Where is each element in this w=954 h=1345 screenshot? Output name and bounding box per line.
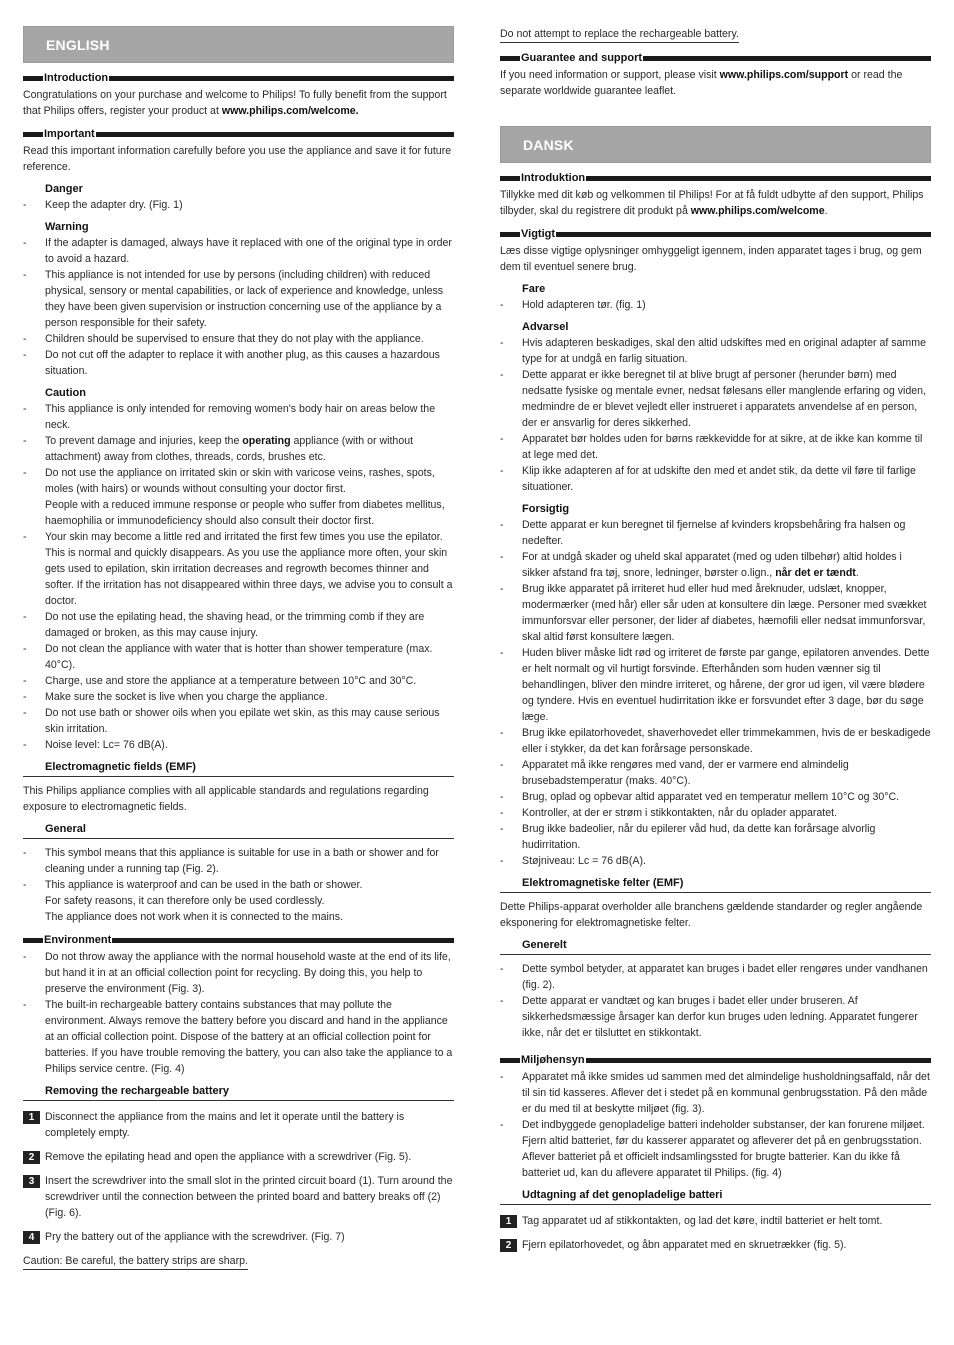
generelt-item: - Dette apparat er vandtæt og kan bruges i badet eller under bruseren. Af sikkerhedsmæssige årsager kan derfor kun bruges uden ledning. Apparatet fungerer ikke, når det er tilsluttet en stikkontakt. [500, 993, 931, 1041]
caution-item: - Do not clean the appliance with water that is hotter than shower temperature (max. 40°C). [23, 641, 454, 673]
general-item-continued: For safety reasons, it can therefore only be used cordlessly. [45, 895, 325, 907]
caution-item: - This appliance is only intended for removing women's body hair on areas below the neck. [23, 401, 454, 433]
caution-item: - Do not use the epilating head, the shaving head, or the trimming comb if they are damaged or broken, as this may cause injury. [23, 609, 454, 641]
emf-heading-dansk: Elektromagnetiske felter (EMF) [500, 875, 931, 893]
step-number: 1 [23, 1111, 40, 1124]
section-header-vigtigt: Vigtigt [500, 227, 931, 241]
forsigtig-item: - Brug ikke badeolier, når du epilerer våd hud, da dette kan forårsage alvorlig hudirritation. [500, 821, 931, 853]
step-item-dansk: 2 Fjern epilatorhovedet, og åbn apparatet med en skruetrækker (fig. 5). [500, 1237, 931, 1253]
english-column [23, 26, 454, 1270]
section-header-environment: Environment [23, 933, 454, 947]
step-number: 4 [23, 1231, 40, 1244]
caution-item: - Your skin may become a little red and irritated the first few times you use the epilator. This is normal and quickly disappears. As you use the appliance more often, your skin gets used to epilation, skin irritation decreases and regrowth becomes thinner and softer. If the irritation has not disappeared within three days, we advise you to consult a doctor. [23, 529, 454, 609]
environment-item: - Do not throw away the appliance with the normal household waste at the end of its life, but hand it in at an official collection point for recycling. By doing this, you help to preserve the environment (Fig. 3). [23, 949, 454, 997]
emf-text: This Philips appliance complies with all applicable standards and regulations regarding exposure to electromagnetic fields. [23, 785, 429, 813]
right-column [500, 26, 931, 1253]
general-item-continued: The appliance does not work when it is connected to the mains. [45, 911, 343, 923]
miljo-item: - Det indbyggede genopladelige batteri indeholder substanser, der kan forurene miljøet. Fjern altid batteriet, før du kasserer apparatet og afleverer det på en genbrugsstation. Aflever batteriet på et officielt indsamlingssted for brugte batterier. Kan du ikke få batteriet ud, kan du aflevere apparatet til Philips. (fig. 4) [500, 1117, 931, 1181]
forsigtig-item: - Kontroller, at der er strøm i stikkontakten, når du oplader apparatet. [500, 805, 931, 821]
miljo-item: - Apparatet må ikke smides ud sammen med det almindelige husholdningsaffald, når det til sin tid kasseres. Aflever det i stedet på en kommunal genbrugsstation. På den måde er du med til at beskytte miljøet (fig. 3). [500, 1069, 931, 1117]
forsigtig-item: - Apparatet må ikke rengøres med vand, der er varmere end almindelig brusebadstemperatur (maks. 40°C). [500, 757, 931, 789]
emf-text-dansk: Dette Philips-apparat overholder alle branchens gældende standarder og regler angående eksponering for elektromagnetiske felter. [500, 901, 923, 929]
step-item: 1 Disconnect the appliance from the mains and let it operate until the battery is completely empty. [23, 1109, 454, 1141]
caution-item: - Do not use bath or shower oils when you epilate wet skin, as this may cause serious skin irritation. [23, 705, 454, 737]
generelt-heading: Generelt [500, 937, 931, 955]
advarsel-heading: Advarsel [522, 321, 569, 333]
caution-item: - Noise level: Lc= 76 dB(A). [23, 737, 454, 753]
important-text: Read this important information carefully before you use the appliance and save it for future reference. [23, 145, 452, 173]
step-item: 3 Insert the screwdriver into the small slot in the printed circuit board (1). Turn around the screwdriver until the connection between the printed board and battery breaks off (2) (Fig. 6). [23, 1173, 454, 1221]
advarsel-item: - Dette apparat er ikke beregnet til at blive brugt af personer (herunder børn) med nedsatte fysiske og mentale evner, nedsat følesans eller manglende erfaring og viden, medmindre de er blevet vejledt eller instrueret i apparatets anvendelse af en person, der er ansvarlig for deres sikkerhed. [500, 367, 931, 431]
caution-heading: Caution [45, 387, 86, 399]
step-number: 2 [23, 1151, 40, 1164]
caution-item: - Do not use the appliance on irritated skin or skin with varicose veins, rashes, spots, moles (with hairs) or wounds without consulting your doctor first. [23, 465, 454, 497]
fare-item: - Hold adapteren tør. (fig. 1) [500, 297, 931, 313]
support-link[interactable]: www.philips.com/support [719, 69, 849, 81]
forsigtig-item: - Brug, oplad og opbevar altid apparatet ved en temperatur mellem 10°C og 30°C. [500, 789, 931, 805]
danger-item: - Keep the adapter dry. (Fig. 1) [23, 197, 454, 213]
forsigtig-item: - Huden bliver måske lidt rød og irriteret de første par gange, epilatoren anvendes. Dette er helt normalt og vil hurtigt forsvinde. Efterhånden som huden vænner sig til behandlingen, bliver den mindre irriteret, og hårene, der gror ud igen, vil være blødere og tyndere. Hvis en eventuel hudirritation ikke er forsvundet efter 3 dage, bør du søge læge. [500, 645, 931, 725]
emf-heading: Electromagnetic fields (EMF) [23, 759, 454, 777]
forsigtig-item: - Støjniveau: Lc = 76 dB(A). [500, 853, 931, 869]
step-item: 2 Remove the epilating head and open the appliance with a screwdriver (Fig. 5). [23, 1149, 454, 1165]
section-header-introduction: Introduction [23, 71, 454, 85]
forsigtig-heading: Forsigtig [522, 503, 570, 515]
caution-item: - Make sure the socket is live when you charge the appliance. [23, 689, 454, 705]
caution-item: - To prevent damage and injuries, keep the operating appliance (with or without attachment) away from clothes, threads, cords, brushes etc. [23, 433, 454, 465]
forsigtig-item: - Brug ikke epilatorhovedet, shaverhovedet eller trimmekammen, hvis de er beskadigede eller i stykker, da det kan forårsage personskade. [500, 725, 931, 757]
forsigtig-item: - Dette apparat er kun beregnet til fjernelse af kvinders kropsbehåring fra halsen og nedefter. [500, 517, 931, 549]
removing-battery-heading: Removing the rechargeable battery [23, 1083, 454, 1101]
step-number: 3 [23, 1175, 40, 1188]
caution-item: - Charge, use and store the appliance at a temperature between 10°C and 30°C. [23, 673, 454, 689]
step-item-dansk: 1 Tag apparatet ud af stikkontakten, og lad det køre, indtil batteriet er helt tomt. [500, 1213, 931, 1229]
advarsel-item: - Klip ikke adapteren af for at udskifte den med et andet stik, da dette vil føre til farlige situationer. [500, 463, 931, 495]
forsigtig-item: - For at undgå skader og uheld skal apparatet (med og uden tilbehør) altid holdes i sikker afstand fra tøj, snore, ledninger, børster o.lign., når det er tændt. [500, 549, 931, 581]
guarantee-text: If you need information or support, please visit www.philips.com/support or read the separate worldwide guarantee leaflet. [500, 69, 903, 97]
advarsel-item: - Hvis adapteren beskadiges, skal den altid udskiftes med en original adapter af samme type for at undgå en farlig situation. [500, 335, 931, 367]
language-header-english: ENGLISH [23, 26, 454, 63]
warning-item: - Children should be supervised to ensure that they do not play with the appliance. [23, 331, 454, 347]
generelt-item: - Dette symbol betyder, at apparatet kan bruges i badet eller rengøres under vandhanen (fig. 2). [500, 961, 931, 993]
warning-item: - If the adapter is damaged, always have it replaced with one of the original type in order to avoid a hazard. [23, 235, 454, 267]
step-number: 1 [500, 1215, 517, 1228]
battery-note: Do not attempt to replace the rechargeable battery. [500, 27, 739, 43]
general-item: - This appliance is waterproof and can be used in the bath or shower. [23, 877, 454, 893]
introduktion-text: Tillykke med dit køb og velkommen til Philips! For at få fuldt udbytte af den support, Philips tilbyder, skal du registrere dit produkt på www.philips.com/welcome. [500, 189, 924, 217]
welcome-link-dansk[interactable]: www.philips.com/welcome [690, 205, 825, 217]
section-header-guarantee: Guarantee and support [500, 51, 931, 65]
warning-heading: Warning [45, 221, 89, 233]
warning-item: - Do not cut off the adapter to replace it with another plug, as this causes a hazardous situation. [23, 347, 454, 379]
forsigtig-item: - Brug ikke apparatet på irriteret hud eller hud med åreknuder, udslæt, knopper, modermærker (med hår) eller sår uden at konsultere din læge. Personer med svækket immunforsvar eller personer, der lider af diabetes, hæmofili eller nedsat immunforsvar, skal altid først konsultere lægen. [500, 581, 931, 645]
step-item: 4 Pry the battery out of the appliance with the screwdriver. (Fig. 7) [23, 1229, 454, 1245]
section-header-introduktion: Introduktion [500, 171, 931, 185]
danger-heading: Danger [45, 183, 83, 195]
fare-heading: Fare [522, 283, 546, 295]
section-header-miljo: Miljøhensyn [500, 1053, 931, 1067]
warning-item: - This appliance is not intended for use by persons (including children) with reduced physical, sensory or mental capabilities, or lack of experience and knowledge, unless they have been given supervision or instruction concerning use of the appliance by a person responsible for their safety. [23, 267, 454, 331]
language-header-dansk: DANSK [500, 126, 931, 163]
caution-note: Caution: Be careful, the battery strips are sharp. [23, 1254, 248, 1270]
caution-item-continued: People with a reduced immune response or people who suffer from diabetes mellitus, haemophilia or immunodeficiency should also consult their doctor first. [45, 499, 445, 527]
udtagning-heading: Udtagning af det genopladelige batteri [500, 1187, 931, 1205]
advarsel-item: - Apparatet bør holdes uden for børns rækkevidde for at sikre, at de ikke kan komme til at lege med det. [500, 431, 931, 463]
general-heading: General [23, 821, 454, 839]
section-header-important: Important [23, 127, 454, 141]
welcome-link[interactable]: www.philips.com/welcome. [221, 105, 359, 117]
general-item: - This symbol means that this appliance is suitable for use in a bath or shower and for cleaning under a running tap (Fig. 2). [23, 845, 454, 877]
environment-item: - The built-in rechargeable battery contains substances that may pollute the environment. Always remove the battery before you discard and hand in the appliance at an official collection point. Dispose of the battery at an official collection point for batteries. If you have trouble removing the battery, you can also take the appliance to a Philips service centre. (Fig. 4) [23, 997, 454, 1077]
introduction-text: Congratulations on your purchase and welcome to Philips! To fully benefit from the support that Philips offers, register your product at www.philips.com/welcome. [23, 89, 447, 117]
vigtigt-text: Læs disse vigtige oplysninger omhyggeligt igennem, inden apparatet tages i brug, og gem dem til eventuel senere brug. [500, 245, 922, 273]
step-number: 2 [500, 1239, 517, 1252]
